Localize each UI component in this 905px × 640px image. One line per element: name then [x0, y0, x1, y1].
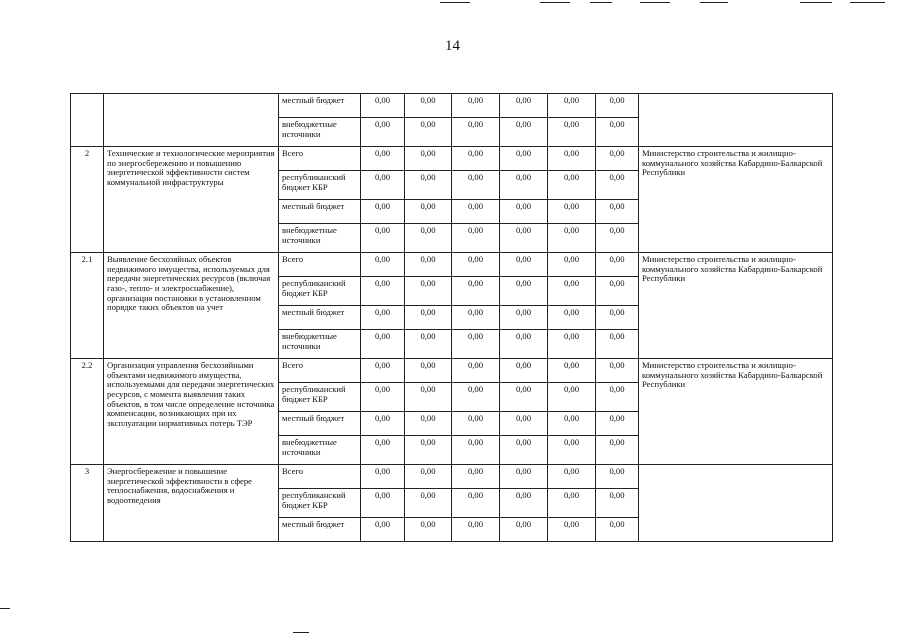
amount-cell: 0,00 — [361, 518, 405, 542]
executor — [639, 94, 833, 147]
amount-cell: 0,00 — [500, 200, 548, 224]
amount-cell: 0,00 — [405, 200, 452, 224]
amount-cell: 0,00 — [452, 277, 500, 306]
table-row — [71, 253, 833, 277]
scan-mark — [540, 2, 570, 3]
amount-cell: 0,00 — [548, 200, 596, 224]
amount-cell: 0,00 — [361, 253, 405, 277]
funding-source: республиканский бюджет КБР — [279, 277, 361, 306]
amount-cell: 0,00 — [361, 383, 405, 412]
table-row — [71, 359, 833, 383]
amount-cell: 0,00 — [452, 200, 500, 224]
amount-cell: 0,00 — [500, 330, 548, 359]
amount-cell: 0,00 — [596, 489, 639, 518]
amount-cell: 0,00 — [596, 436, 639, 465]
table-row — [71, 147, 833, 171]
table-row — [71, 94, 833, 118]
amount-cell: 0,00 — [361, 412, 405, 436]
amount-cell: 0,00 — [596, 306, 639, 330]
item-index: 2 — [71, 147, 104, 253]
amount-cell: 0,00 — [361, 465, 405, 489]
amount-cell: 0,00 — [548, 359, 596, 383]
amount-cell: 0,00 — [405, 359, 452, 383]
item-index: 2.1 — [71, 253, 104, 359]
amount-cell: 0,00 — [596, 253, 639, 277]
amount-cell: 0,00 — [405, 147, 452, 171]
amount-cell: 0,00 — [500, 383, 548, 412]
amount-cell: 0,00 — [452, 489, 500, 518]
amount-cell: 0,00 — [452, 436, 500, 465]
scan-mark — [590, 2, 612, 3]
amount-cell: 0,00 — [596, 330, 639, 359]
funding-source: республиканский бюджет КБР — [279, 489, 361, 518]
scan-mark — [800, 2, 832, 3]
amount-cell: 0,00 — [548, 383, 596, 412]
amount-cell: 0,00 — [548, 330, 596, 359]
amount-cell: 0,00 — [405, 412, 452, 436]
amount-cell: 0,00 — [548, 147, 596, 171]
amount-cell: 0,00 — [452, 94, 500, 118]
amount-cell: 0,00 — [452, 383, 500, 412]
amount-cell: 0,00 — [405, 94, 452, 118]
funding-source: местный бюджет — [279, 200, 361, 224]
amount-cell: 0,00 — [500, 253, 548, 277]
amount-cell: 0,00 — [548, 118, 596, 147]
amount-cell: 0,00 — [500, 359, 548, 383]
amount-cell: 0,00 — [500, 518, 548, 542]
scan-mark — [0, 608, 10, 609]
amount-cell: 0,00 — [361, 330, 405, 359]
amount-cell: 0,00 — [405, 171, 452, 200]
amount-cell: 0,00 — [596, 383, 639, 412]
executor — [639, 465, 833, 542]
amount-cell: 0,00 — [548, 94, 596, 118]
amount-cell: 0,00 — [452, 147, 500, 171]
amount-cell: 0,00 — [405, 330, 452, 359]
amount-cell: 0,00 — [361, 147, 405, 171]
amount-cell: 0,00 — [596, 518, 639, 542]
amount-cell: 0,00 — [548, 253, 596, 277]
funding-source: Всего — [279, 359, 361, 383]
amount-cell: 0,00 — [500, 306, 548, 330]
amount-cell: 0,00 — [548, 465, 596, 489]
amount-cell: 0,00 — [596, 147, 639, 171]
amount-cell: 0,00 — [548, 436, 596, 465]
item-name — [104, 94, 279, 147]
amount-cell: 0,00 — [596, 224, 639, 253]
amount-cell: 0,00 — [500, 147, 548, 171]
amount-cell: 0,00 — [361, 436, 405, 465]
amount-cell: 0,00 — [405, 383, 452, 412]
table-row — [71, 465, 833, 489]
item-name: Технические и технологические мероприятия по энергосбережению и повышению энергетической эффективности систем коммунальной инфраструктуры — [104, 147, 279, 253]
amount-cell: 0,00 — [500, 118, 548, 147]
funding-source: внебюджетные источники — [279, 330, 361, 359]
executor: Министерство строительства и жилищно-коммунального хозяйства Кабардино-Балкарской Республики — [639, 147, 833, 253]
amount-cell: 0,00 — [405, 224, 452, 253]
amount-cell: 0,00 — [405, 277, 452, 306]
amount-cell: 0,00 — [361, 359, 405, 383]
item-index — [71, 94, 104, 147]
funding-source: внебюджетные источники — [279, 118, 361, 147]
item-name: Энергосбережение и повышение энергетической эффективности в сфере теплоснабжения, водоснабжения и водоотведения — [104, 465, 279, 542]
amount-cell: 0,00 — [452, 171, 500, 200]
amount-cell: 0,00 — [548, 412, 596, 436]
amount-cell: 0,00 — [596, 94, 639, 118]
amount-cell: 0,00 — [452, 330, 500, 359]
funding-source: республиканский бюджет КБР — [279, 171, 361, 200]
amount-cell: 0,00 — [548, 489, 596, 518]
amount-cell: 0,00 — [361, 306, 405, 330]
funding-source: местный бюджет — [279, 306, 361, 330]
amount-cell: 0,00 — [361, 489, 405, 518]
amount-cell: 0,00 — [452, 118, 500, 147]
amount-cell: 0,00 — [596, 277, 639, 306]
amount-cell: 0,00 — [548, 277, 596, 306]
amount-cell: 0,00 — [361, 224, 405, 253]
amount-cell: 0,00 — [548, 224, 596, 253]
funding-source: внебюджетные источники — [279, 436, 361, 465]
funding-source: Всего — [279, 147, 361, 171]
executor: Министерство строительства и жилищно-коммунального хозяйства Кабардино-Балкарской Республики — [639, 253, 833, 359]
funding-source: местный бюджет — [279, 412, 361, 436]
budget-table — [70, 93, 833, 542]
amount-cell: 0,00 — [500, 94, 548, 118]
amount-cell: 0,00 — [405, 306, 452, 330]
amount-cell: 0,00 — [452, 465, 500, 489]
amount-cell: 0,00 — [596, 465, 639, 489]
funding-source: местный бюджет — [279, 518, 361, 542]
executor: Министерство строительства и жилищно-коммунального хозяйства Кабардино-Балкарской Республики — [639, 359, 833, 465]
amount-cell: 0,00 — [596, 171, 639, 200]
page-number: 14 — [445, 38, 460, 54]
item-index: 3 — [71, 465, 104, 542]
amount-cell: 0,00 — [405, 118, 452, 147]
amount-cell: 0,00 — [596, 412, 639, 436]
amount-cell: 0,00 — [452, 412, 500, 436]
scan-mark — [293, 632, 309, 633]
amount-cell: 0,00 — [500, 171, 548, 200]
amount-cell: 0,00 — [452, 224, 500, 253]
amount-cell: 0,00 — [500, 277, 548, 306]
funding-source: Всего — [279, 465, 361, 489]
amount-cell: 0,00 — [596, 200, 639, 224]
scan-mark — [440, 2, 470, 3]
item-name: Выявление бесхозяйных объектов недвижимого имущества, используемых для передачи энергетических ресурсов (включая газо-, тепло- и электроснабжение), организация постановки в установленном порядке таких объектов на учет — [104, 253, 279, 359]
amount-cell: 0,00 — [500, 224, 548, 253]
amount-cell: 0,00 — [500, 412, 548, 436]
scan-mark — [700, 2, 728, 3]
amount-cell: 0,00 — [405, 253, 452, 277]
amount-cell: 0,00 — [452, 518, 500, 542]
amount-cell: 0,00 — [452, 306, 500, 330]
amount-cell: 0,00 — [452, 359, 500, 383]
item-index: 2.2 — [71, 359, 104, 465]
amount-cell: 0,00 — [500, 436, 548, 465]
funding-source: республиканский бюджет КБР — [279, 383, 361, 412]
amount-cell: 0,00 — [405, 518, 452, 542]
amount-cell: 0,00 — [596, 359, 639, 383]
scan-mark — [640, 2, 670, 3]
funding-source: местный бюджет — [279, 94, 361, 118]
amount-cell: 0,00 — [405, 436, 452, 465]
amount-cell: 0,00 — [405, 465, 452, 489]
amount-cell: 0,00 — [405, 489, 452, 518]
amount-cell: 0,00 — [452, 253, 500, 277]
amount-cell: 0,00 — [361, 94, 405, 118]
item-name: Организация управления бесхозяйными объектами недвижимого имущества, используемыми для передачи энергетических ресурсов, с момента выявления таких объектов, в том числе определение источника компенсации, возникающих при их эксплуатации нормативных потерь ТЭР — [104, 359, 279, 465]
amount-cell: 0,00 — [361, 277, 405, 306]
amount-cell: 0,00 — [548, 306, 596, 330]
amount-cell: 0,00 — [361, 171, 405, 200]
scan-mark — [850, 2, 885, 3]
funding-source: Всего — [279, 253, 361, 277]
amount-cell: 0,00 — [548, 518, 596, 542]
amount-cell: 0,00 — [361, 200, 405, 224]
amount-cell: 0,00 — [596, 118, 639, 147]
amount-cell: 0,00 — [500, 465, 548, 489]
amount-cell: 0,00 — [361, 118, 405, 147]
amount-cell: 0,00 — [548, 171, 596, 200]
funding-source: внебюджетные источники — [279, 224, 361, 253]
amount-cell: 0,00 — [500, 489, 548, 518]
